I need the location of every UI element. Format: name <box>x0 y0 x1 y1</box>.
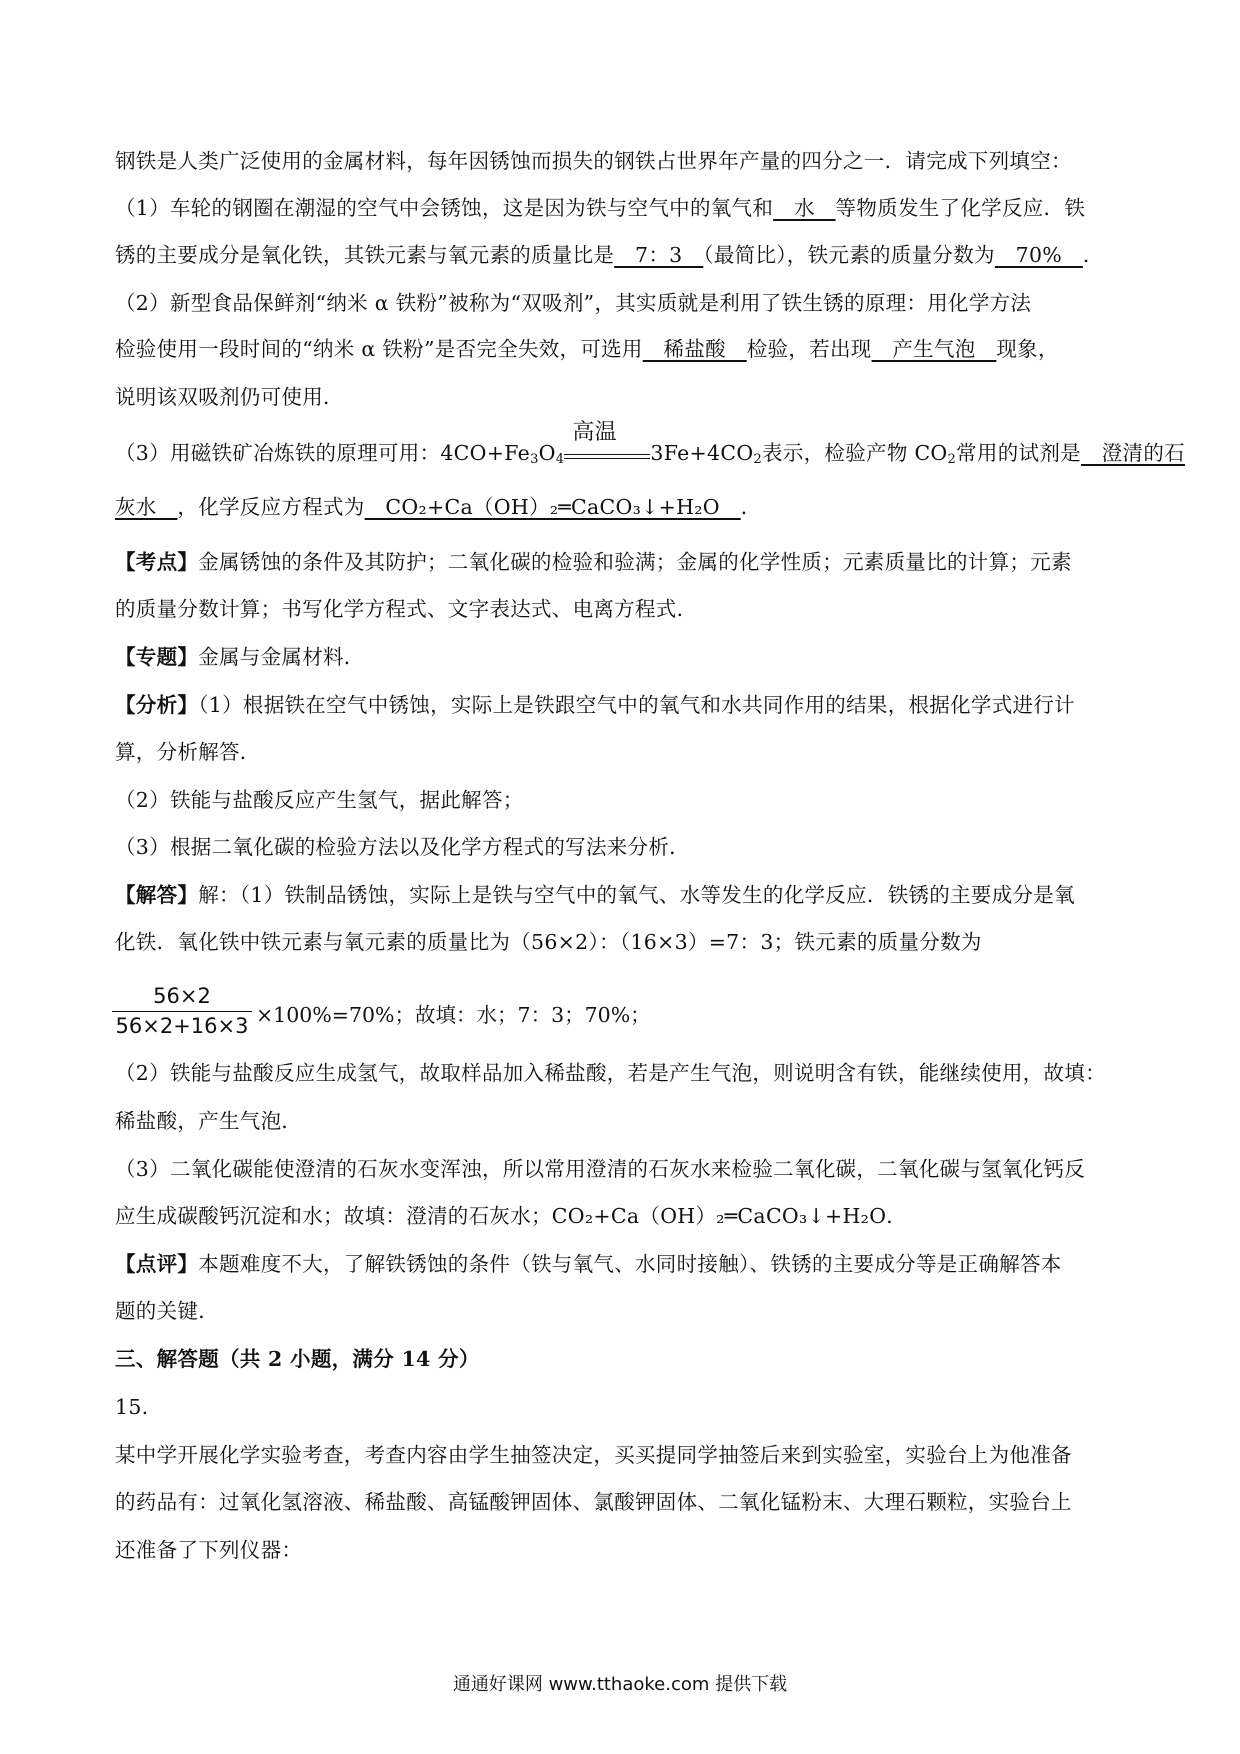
q2-line2 <box>115 334 1135 364</box>
intro-text: 钢铁是人类广泛使用的金属材料，每年因锈蚀而损失的钢铁占世界年产量的四分之一．请完成下列填空： <box>115 149 1072 173</box>
fraction-result: ×100%=70%；故填：水；7：3；70%； <box>256 1003 651 1027</box>
fenxi-line1: 【分析】（1）根据铁在空气中锈蚀，实际上是铁跟空气中的氧气和水共同作用的结果，根据化学式进行计 <box>115 693 1075 717</box>
jieda-label: 【解答】 <box>115 883 199 907</box>
q1-answer-ratio: 7：3 <box>614 243 704 267</box>
reaction-condition: 高温 <box>564 438 650 468</box>
q3-text-c: 表示，检验产物 CO <box>762 441 948 465</box>
q15-line1: 某中学开展化学实验考查，考查内容由学生抽签决定，买买提同学抽签后来到实验室，实验台上为他准备 <box>115 1443 1072 1467</box>
q3-text-f: ，化学反应方程式为 <box>177 495 365 519</box>
jieda-line3: （2）铁能与盐酸反应生成氢气，故取样品加入稀盐酸，若是产生气泡，则说明含有铁，能继续使用，故填： <box>115 1061 1106 1085</box>
section-heading: 三、解答题（共 2 小题，满分 14 分） <box>115 1347 480 1371</box>
q3-line1: （3）用磁铁矿冶炼铁的原理可用：$4CO+Fe_3O_4$ 高温 $3Fe+4CO_2$表示，检验产物 $CO_2$常用的试剂是 澄清的石 <box>115 420 1185 467</box>
q2-answer-phenomenon: 产生气泡 <box>871 337 997 361</box>
kaodian-line1: 【考点】金属锈蚀的条件及其防护；二氧化碳的检验和验满；金属的化学性质；元素质量比的计算；元素 <box>115 550 1072 574</box>
dianping-line2: 题的关键． <box>115 1299 219 1323</box>
jieda-line6: 应生成碳酸钙沉淀和水；故填：澄清的石灰水；CO₂+Ca（OH）₂═CaCO₃↓+H₂O． <box>115 1204 908 1228</box>
q1-text-c: 锈的主要成分是氧化铁，其铁元素与氧元素的质量比是 <box>115 243 615 267</box>
fraction-denominator: 56×2+16×3 <box>115 1014 249 1038</box>
q3-line2 <box>115 492 1135 522</box>
q1-text-a: （1）车轮的钢圈在潮湿的空气中会锈蚀，这是因为铁与空气中的氧气和 <box>115 196 774 220</box>
q2-text-d: 现象， <box>996 337 1059 361</box>
q3-text-d: 常用的试剂是 <box>956 441 1081 465</box>
kaodian-line2: 的质量分数计算；书写化学方程式、文字表达式、电离方程式． <box>115 597 698 621</box>
q3-text-b: 3Fe+4CO <box>650 441 754 465</box>
q2-line3: 说明该双吸剂仍可使用． <box>115 385 344 409</box>
q3-answer-reagent-part1: 澄清的石 <box>1080 441 1185 465</box>
q1-line1 <box>115 193 1135 223</box>
zhuanti-line: 【专题】金属与金属材料． <box>115 645 365 669</box>
q1-line2 <box>115 240 1135 270</box>
fenxi-line2: 算，分析解答． <box>115 740 261 764</box>
q1-answer-water: 水 <box>773 196 836 220</box>
q1-answer-percent: 70% <box>994 243 1083 267</box>
q15-line2: 的药品有：过氧化氢溶液、稀盐酸、高锰酸钾固体、氯酸钾固体、二氧化锰粉末、大理石颗粒，实验台上 <box>115 1490 1072 1514</box>
q2-text-b: 检验使用一段时间的“纳米 α 铁粉”是否完全失效，可选用 <box>115 337 643 361</box>
q3-answer-reagent-part2: 灰水 <box>115 495 178 519</box>
fenxi-line4: （3）根据二氧化碳的检验方法以及化学方程式的写法来分析． <box>115 835 690 859</box>
fenxi-label: 【分析】 <box>115 693 199 717</box>
q1-text-d: （最简比），铁元素的质量分数为 <box>703 243 995 267</box>
dianping-label: 【点评】 <box>115 1252 199 1276</box>
q3-text-a: （3）用磁铁矿冶炼铁的原理可用：4CO+Fe <box>115 441 531 465</box>
kaodian-label: 【考点】 <box>115 550 199 574</box>
fraction-numerator: 56×2 <box>153 984 211 1008</box>
q1-text-e: ． <box>1082 243 1104 267</box>
jieda-line4: 稀盐酸，产生气泡． <box>115 1109 303 1133</box>
jieda-line1: 【解答】解：（1）铁制品锈蚀，实际上是铁与空气中的氧气、水等发生的化学反应．铁锈的主要成分是氧 <box>115 883 1075 907</box>
zhuanti-label: 【专题】 <box>115 645 199 669</box>
q15-line3: 还准备了下列仪器： <box>115 1538 303 1562</box>
fenxi-line3: （2）铁能与盐酸反应产生氢气，据此解答； <box>115 788 524 812</box>
jieda-line2: 化铁．氧化铁中铁元素与氧元素的质量比为（56×2）：（16×3）=7：3；铁元素的质量分数为 <box>115 930 982 954</box>
q3-text-g: ． <box>740 495 762 519</box>
page-footer: 通通好课网 www.tthaoke.com 提供下载 <box>452 1674 788 1695</box>
q2-text-c: 检验，若出现 <box>746 337 872 361</box>
q3-answer-equation: CO₂+Ca（OH）₂═CaCO₃↓+H₂O <box>364 495 741 519</box>
q1-text-b: 等物质发生了化学反应．铁 <box>835 196 1086 220</box>
dianping-line1: 【点评】本题难度不大，了解铁锈蚀的条件（铁与氧气、水同时接触）、铁锈的主要成分等是正确解答本 <box>115 1252 1062 1276</box>
question-number: 15. <box>115 1395 149 1419</box>
q2-answer-reagent: 稀盐酸 <box>642 337 747 361</box>
q2-line1: （2）新型食品保鲜剂“纳米 α 铁粉”被称为“双吸剂”，其实质就是利用了铁生锈的原理：用化学方法 <box>115 291 1032 315</box>
jieda-line5: （3）二氧化碳能使澄清的石灰水变浑浊，所以常用澄清的石灰水来检验二氧化碳，二氧化碳与氢氧化钙反 <box>115 1157 1086 1181</box>
